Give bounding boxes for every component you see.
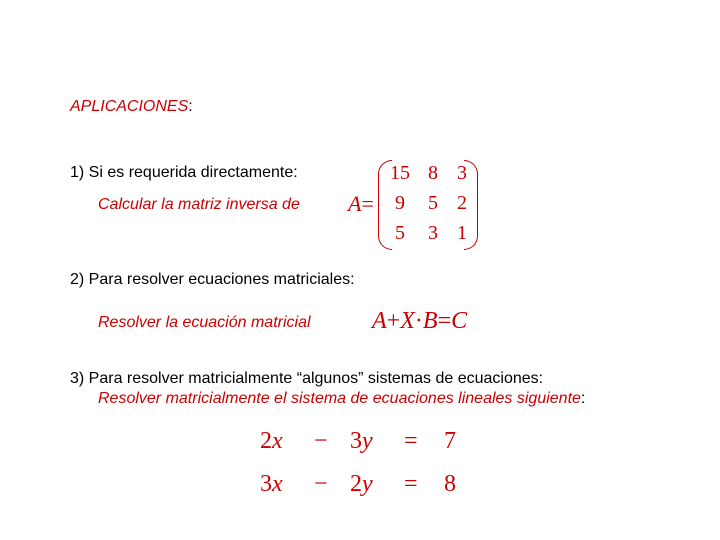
matrix-cell: 3 — [428, 222, 438, 244]
eq-term-c: C — [451, 308, 468, 334]
matrix-cell: 2 — [457, 192, 467, 214]
matrix-cell: 15 — [390, 162, 410, 184]
system-coef: 2x — [260, 428, 283, 454]
system-equals: = — [404, 471, 418, 497]
item2-task: Resolver la ecuación matricial — [98, 314, 311, 331]
system-coef: 2y — [350, 471, 373, 497]
heading-title: APLICACIONES — [70, 98, 189, 115]
linear-system — [260, 428, 470, 508]
eq-plus: + — [386, 308, 401, 334]
heading-colon: : — [188, 98, 193, 115]
matrix-label — [348, 191, 374, 217]
matrix-cell: 5 — [428, 192, 438, 214]
item2-label: 2) Para resolver ecuaciones matriciales: — [70, 271, 355, 288]
system-minus: − — [314, 471, 328, 497]
item1-label: 1) Si es requerida directamente: — [70, 164, 298, 181]
eq-term-b: B — [422, 308, 438, 334]
eq-term-x: X — [400, 308, 415, 334]
eq-term-a: A — [372, 308, 387, 334]
matrix-a — [378, 160, 478, 250]
matrix-equation — [372, 308, 467, 335]
system-rhs: 7 — [444, 428, 456, 454]
item1-task: Calcular la matriz inversa de — [98, 196, 300, 213]
matrix-cell: 9 — [395, 192, 405, 214]
matrix-cell: 1 — [457, 222, 467, 244]
system-coef: 3y — [350, 428, 373, 454]
matrix-name: A — [348, 191, 362, 216]
matrix-cell: 8 — [428, 162, 438, 184]
system-minus: − — [314, 428, 328, 454]
system-coef: 3x — [260, 471, 283, 497]
system-equals: = — [404, 428, 418, 454]
item3-task-colon: : — [580, 390, 586, 407]
eq-dot: · — [414, 308, 423, 334]
system-rhs: 8 — [444, 471, 456, 497]
item3-task: Resolver matricialmente el sistema de ecuaciones lineales siguiente — [98, 390, 581, 407]
matrix-equals: = — [361, 191, 374, 216]
item3-label: 3) Para resolver matricialmente “algunos” sistemas de ecuaciones: — [70, 370, 544, 387]
section-heading — [70, 98, 193, 116]
matrix-cell: 5 — [395, 222, 405, 244]
item3-task-line — [98, 390, 585, 408]
eq-equals: = — [437, 308, 452, 334]
matrix-cell: 3 — [457, 162, 467, 184]
